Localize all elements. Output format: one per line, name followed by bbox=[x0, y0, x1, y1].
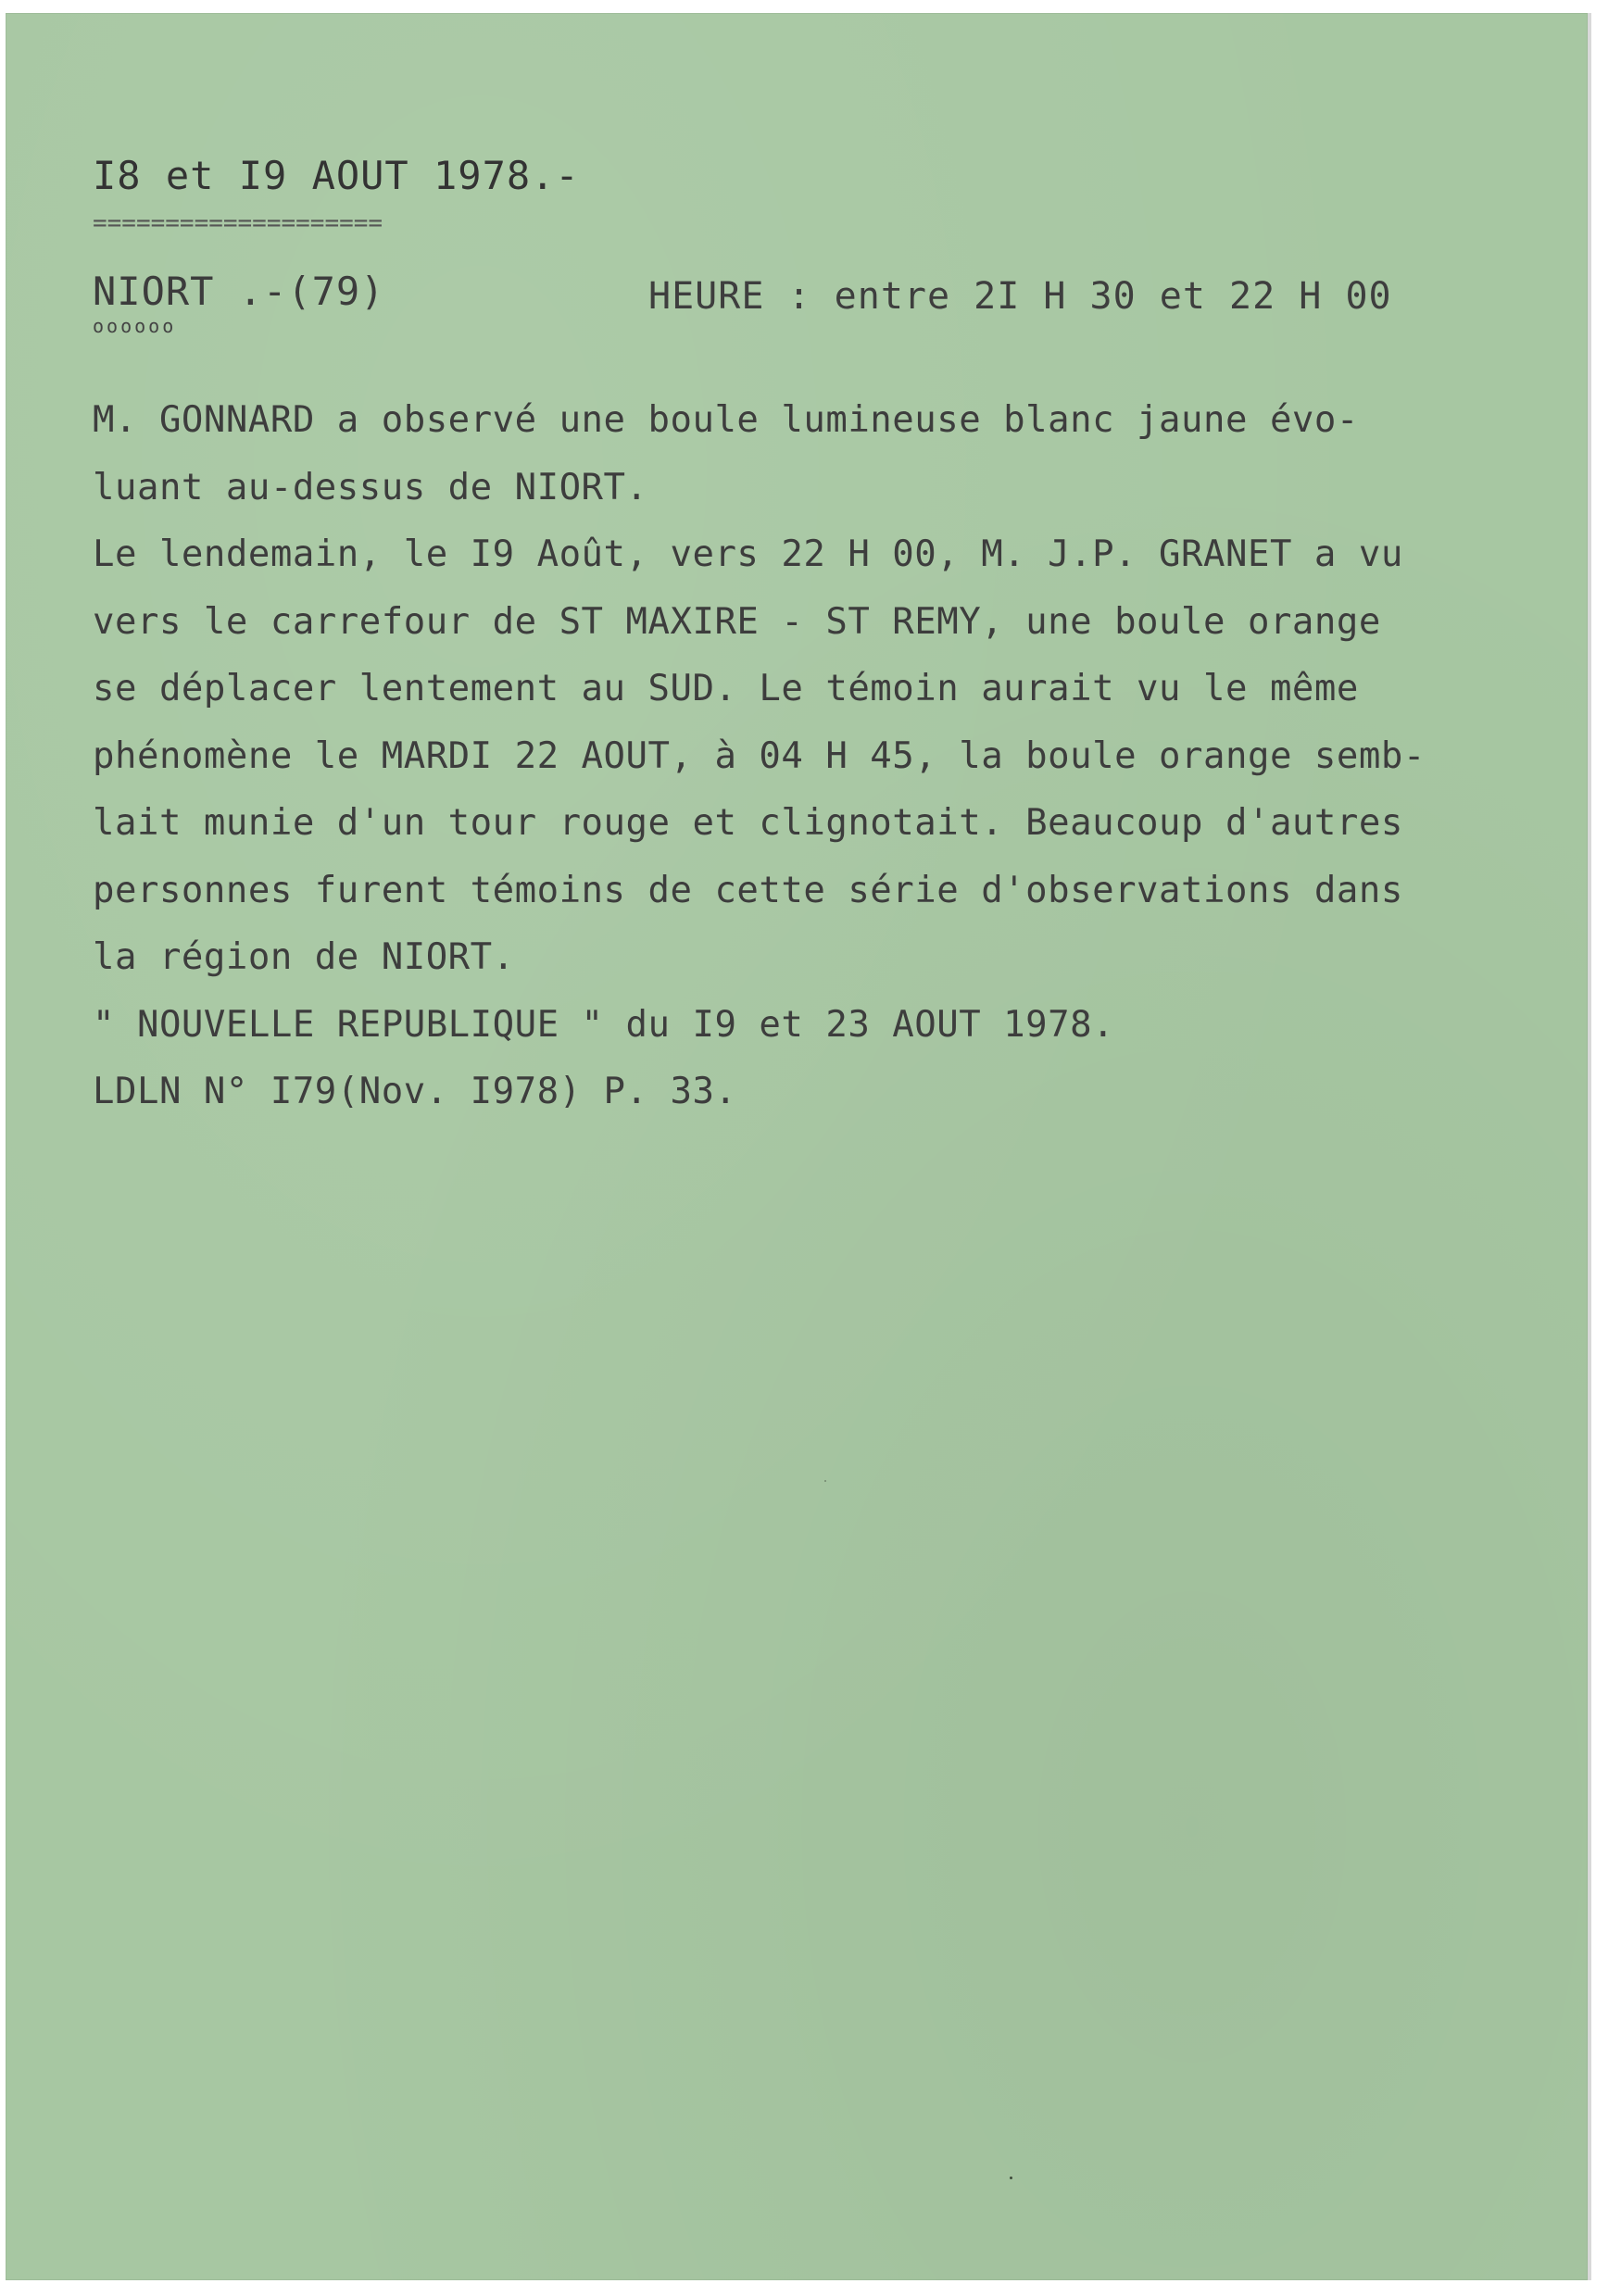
location-underline-dots: oooooo bbox=[93, 315, 177, 337]
report-line: se déplacer lentement au SUD. Le témoin aurait vu le même bbox=[93, 668, 1359, 709]
report-location: NIORT .-(79) bbox=[93, 269, 385, 314]
report-line: la région de NIORT. bbox=[93, 936, 515, 978]
source-ldln: LDLN N° I79(Nov. I978) P. 33. bbox=[93, 1071, 737, 1112]
report-line: vers le carrefour de ST MAXIRE - ST REMY, une boule orange bbox=[93, 600, 1381, 643]
report-line: M. GONNARD a observé une boule lumineuse blanc jaune évo- bbox=[93, 399, 1359, 441]
report-time: HEURE : entre 2I H 30 et 22 H 00 bbox=[648, 275, 1392, 318]
report-line: Le lendemain, le I9 Août, vers 22 H 00, M. J.P. GRANET a vu bbox=[93, 533, 1403, 575]
source-newspaper: " NOUVELLE REPUBLIQUE " du I9 et 23 AOUT 1978. bbox=[93, 1003, 1115, 1046]
report-line: personnes furent témoins de cette série d'observations dans bbox=[93, 869, 1403, 911]
report-line: lait munie d'un tour rouge et clignotait. Beaucoup d'autres bbox=[93, 802, 1403, 844]
date-underline: ==================== bbox=[93, 209, 383, 237]
report-date: I8 et I9 AOUT 1978.- bbox=[93, 153, 580, 198]
sheet-edge bbox=[1588, 13, 1591, 2280]
report-line: phénomène le MARDI 22 AOUT, à 04 H 45, la boule orange semb- bbox=[93, 734, 1426, 777]
green-paper-sheet bbox=[6, 13, 1588, 2280]
report-body bbox=[93, 387, 1556, 1126]
paper-speck bbox=[824, 1480, 826, 1482]
report-line: luant au-dessus de NIORT. bbox=[93, 466, 648, 508]
paper-speck bbox=[1010, 2177, 1012, 2179]
